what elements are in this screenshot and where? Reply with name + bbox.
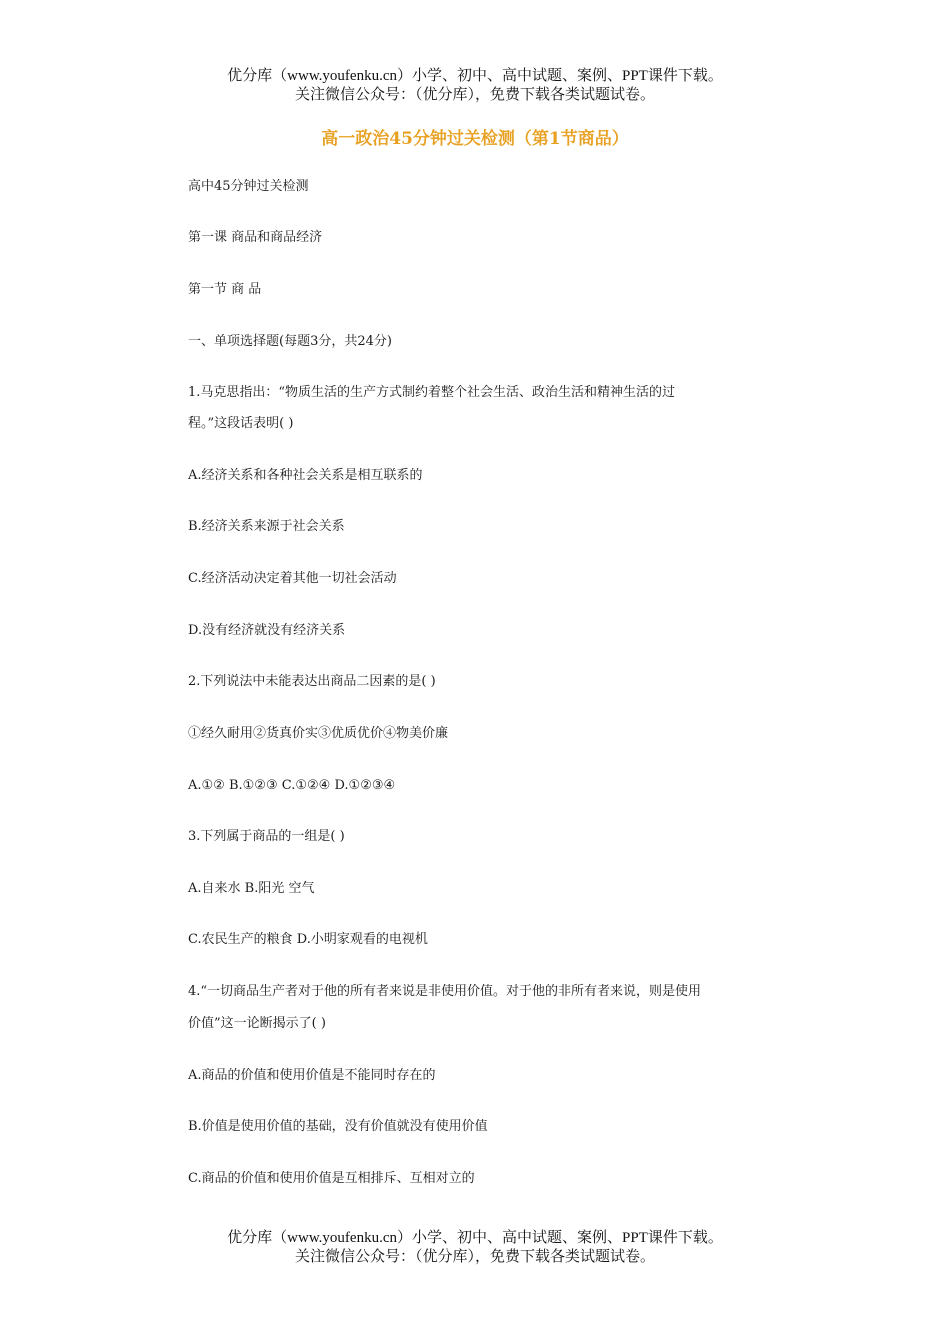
body-line: A.经济关系和各种社会关系是相互联系的 (188, 468, 423, 483)
body-line: 价值”这一论断揭示了( ) (188, 1016, 326, 1031)
body-line: 高中45分钟过关检测 (188, 179, 309, 194)
page-footer (0, 1229, 950, 1267)
document-title: 高一政治45分钟过关检测（第1节商品） (321, 129, 629, 149)
body-line: A.商品的价值和使用价值是不能同时存在的 (188, 1068, 436, 1083)
body-line: A.①② B.①②③ C.①②④ D.①②③④ (188, 778, 396, 793)
body-line: D.没有经济就没有经济关系 (188, 623, 346, 638)
page-header (0, 67, 950, 105)
header-line-1: 优分库（www.youfenku.cn）小学、初中、高中试题、案例、PPT课件下载。 (227, 68, 723, 84)
footer-line-1: 优分库（www.youfenku.cn）小学、初中、高中试题、案例、PPT课件下载。 (227, 1230, 723, 1246)
body-line: 程。”这段话表明( ) (188, 416, 294, 431)
body-line: 4.“一切商品生产者对于他的所有者来说是非使用价值。对于他的非所有者来说，则是使用 (188, 984, 702, 999)
body-line: ①经久耐用②货真价实③优质优价④物美价廉 (188, 726, 449, 741)
footer-line-2: 关注微信公众号：（优分库），免费下载各类试题试卷。 (294, 1249, 655, 1265)
body-line: 3.下列属于商品的一组是( ) (188, 829, 345, 844)
body-line: 第一课 商品和商品经济 (188, 230, 323, 245)
body-line: C.农民生产的粮食 D.小明家观看的电视机 (188, 932, 428, 947)
body-line: B.经济关系来源于社会关系 (188, 519, 345, 534)
header-line-2: 关注微信公众号：（优分库），免费下载各类试题试卷。 (294, 87, 655, 103)
body-line: 1.马克思指出：“物质生活的生产方式制约着整个社会生活、政治生活和精神生活的过 (188, 385, 676, 400)
body-line: C.商品的价值和使用价值是互相排斥、互相对立的 (188, 1171, 475, 1186)
body-line: 2.下列说法中未能表达出商品二因素的是( ) (188, 674, 436, 689)
body-line: C.经济活动决定着其他一切社会活动 (188, 571, 397, 586)
body-line: 第一节 商 品 (188, 282, 262, 297)
body-line: A.自来水 B.阳光 空气 (188, 881, 315, 896)
body-line: 一、单项选择题(每题3分，共24分) (188, 334, 392, 349)
body-line: B.价值是使用价值的基础，没有价值就没有使用价值 (188, 1119, 488, 1134)
